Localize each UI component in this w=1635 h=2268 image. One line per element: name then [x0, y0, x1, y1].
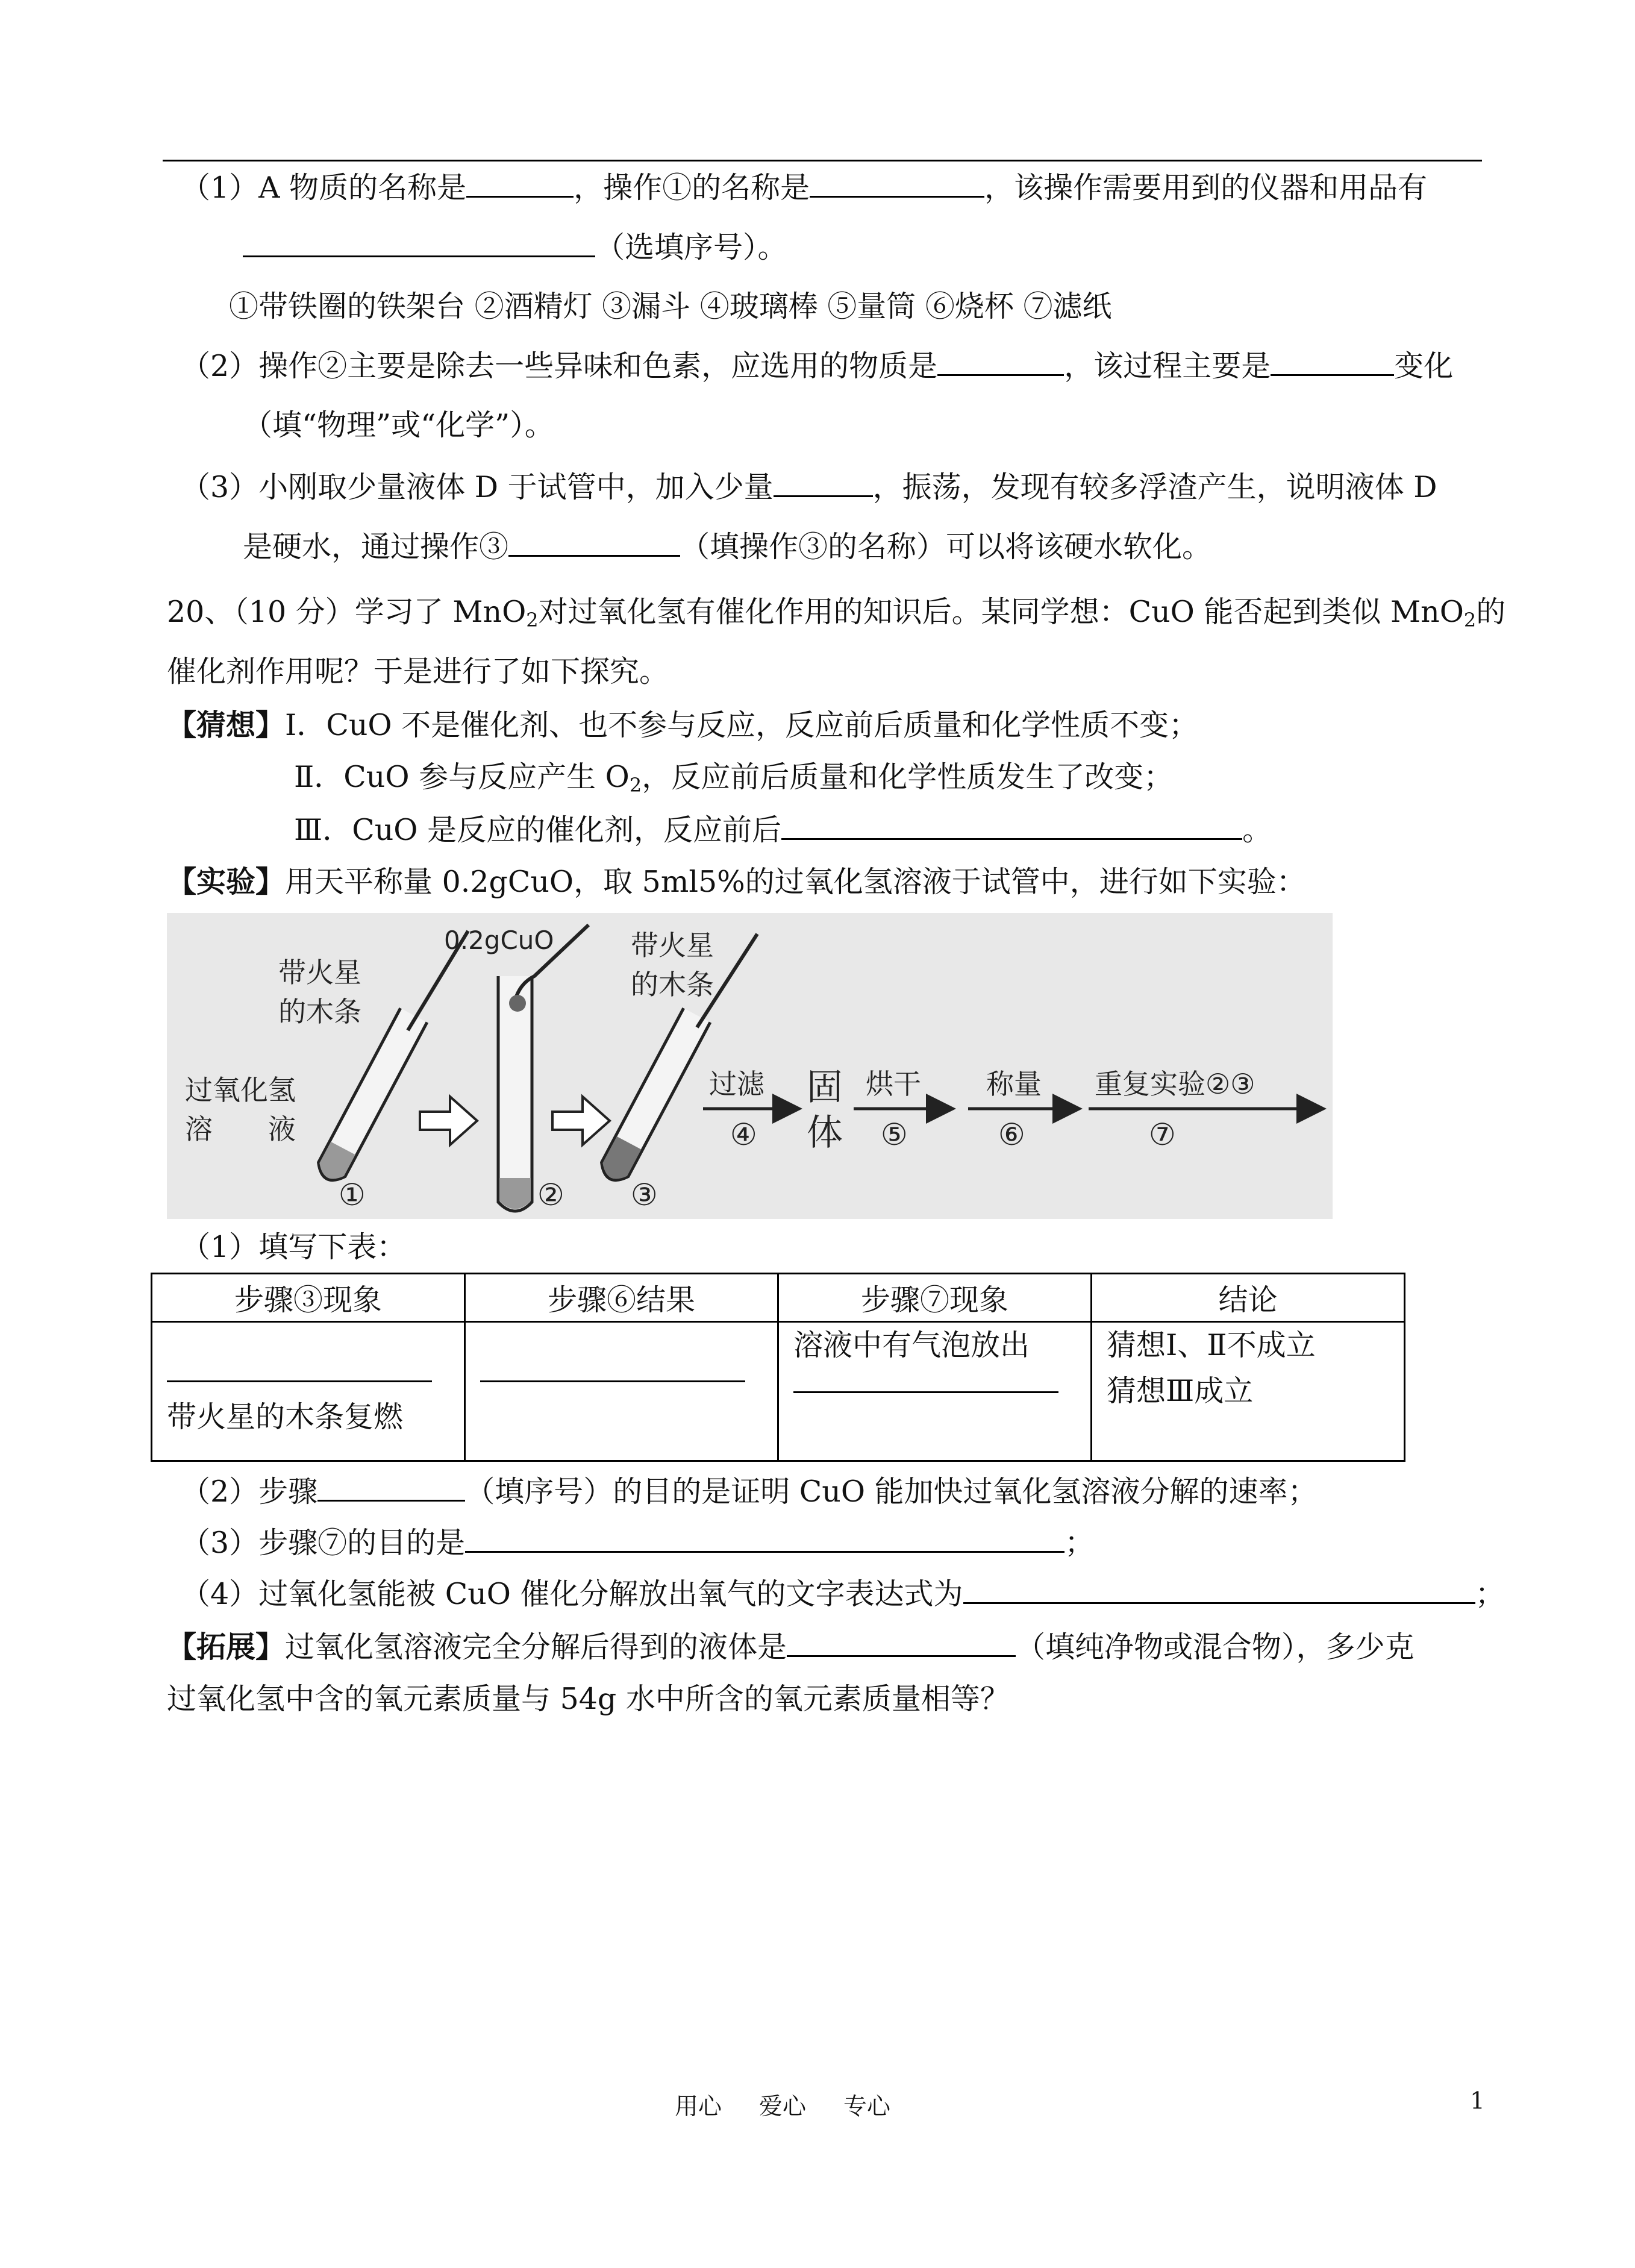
q20-sub2: [181, 1473, 1318, 1510]
experiment-label: 【实验】: [167, 864, 286, 899]
guess-2-text-b: ，反应前后质量和化学性质发生了改变；: [642, 760, 1174, 794]
answer-blank-step7[interactable]: [793, 1367, 1058, 1393]
answer-blank-word-equation[interactable]: [963, 1576, 1475, 1604]
q20-extension-line2: 过氧化氢中含的氧元素质量与 54g 水中所含的氧元素质量相等？: [167, 1682, 1010, 1716]
tube-1-number: ①: [339, 1177, 366, 1212]
guess-3-text-b: 。: [1242, 813, 1272, 847]
label-glowing-splint-2b: 的木条: [631, 968, 714, 1001]
step7-repeat-label: 重复实验②③: [1095, 1068, 1255, 1100]
cuo-powder: [509, 995, 526, 1012]
q19-p2-text-b: ，该过程主要是: [1064, 349, 1271, 383]
page-number: 1: [1470, 2088, 1485, 2115]
experiment-figure: [167, 913, 1333, 1219]
label-h2o2-b: 溶 液: [185, 1113, 296, 1145]
answer-blank-step-number[interactable]: [317, 1473, 465, 1502]
label-h2o2-a: 过氧化氢: [185, 1074, 296, 1106]
subscript-2: 2: [526, 609, 539, 631]
table-header: 步骤⑥结果: [465, 1274, 778, 1322]
answer-blank-op1-name[interactable]: [810, 169, 984, 198]
q19-p3-text-a: （3）小刚取少量液体 D 于试管中，加入少量: [181, 470, 774, 504]
q20-guess-1: [167, 707, 1198, 744]
answer-blank-guess3[interactable]: [781, 812, 1242, 840]
step5-number: ⑤: [881, 1117, 908, 1152]
q20-experiment: [167, 863, 1306, 900]
step6-weigh-label: 称量: [986, 1068, 1042, 1100]
q19-p3-text-c: 是硬水，通过操作③: [243, 530, 509, 564]
step4-number: ④: [730, 1117, 757, 1152]
q19-part1-line1: [181, 169, 1427, 206]
q20-intro-text-b: 对过氧化氢有催化作用的知识后。某同学想：CuO 能否起到类似 MnO: [538, 595, 1464, 629]
step7-phenomenon-text: 溶液中有气泡放出: [793, 1328, 1030, 1362]
q4-text-b: ；: [1475, 1577, 1505, 1611]
tube-2-number: ②: [537, 1177, 564, 1212]
footer-word-1: 用心: [675, 2093, 722, 2120]
answer-blank-change-type[interactable]: [1271, 348, 1394, 376]
step7-number: ⑦: [1149, 1117, 1176, 1152]
step5-dry-label: 烘干: [866, 1068, 921, 1100]
footer-word-2: 爱心: [759, 2093, 807, 2120]
footer-word-3: 专心: [843, 2093, 891, 2120]
q19-p3-text-b: ，振荡，发现有较多浮渣产生，说明液体 D: [872, 470, 1437, 504]
answer-blank-instruments[interactable]: [243, 229, 595, 257]
q2-text-b: （填序号）的目的是证明 CuO 能加快过氧化氢溶液分解的速率；: [465, 1474, 1318, 1509]
answer-blank-step7-purpose[interactable]: [465, 1524, 1064, 1553]
extension-text-a: 过氧化氢溶液完全分解后得到的液体是: [285, 1630, 787, 1664]
q19-p2-text-c: 变化: [1394, 349, 1454, 383]
guess-1-text: Ⅰ．CuO 不是催化剂、也不参与反应，反应前后质量和化学性质不变；: [285, 708, 1199, 742]
label-glowing-splint-1a: 带火星: [278, 956, 361, 989]
q20-intro-line1: [167, 594, 1505, 638]
subscript-2: 2: [1463, 609, 1477, 631]
answer-blank-step6[interactable]: [480, 1356, 745, 1382]
q19-p1-text-c: ，该操作需要用到的仪器和用品有: [984, 171, 1428, 205]
q19-options: ①带铁圈的铁架台 ②酒精灯 ③漏斗 ④玻璃棒 ⑤量筒 ⑥烧杯 ⑦滤纸: [229, 289, 1112, 324]
guess-2-text-a: Ⅱ．CuO 参与反应产生 O: [294, 760, 630, 794]
table-cell-step6: [465, 1322, 778, 1461]
table-header-row: [152, 1274, 1405, 1322]
extension-text-b: （填纯净物或混合物），多少克: [1016, 1630, 1415, 1664]
answer-blank-op3-name[interactable]: [508, 528, 680, 557]
q20-guess-2: [294, 759, 1173, 803]
q20-extension-line1: [167, 1629, 1415, 1665]
conclusion-line1: 猜想Ⅰ、Ⅱ不成立: [1107, 1328, 1316, 1362]
q19-p1-text-a: （1）A 物质的名称是: [181, 171, 467, 205]
q19-p1-text-d: （选填序号）。: [595, 230, 787, 265]
guess-3-text-a: Ⅲ．CuO 是反应的催化剂，反应前后: [294, 813, 782, 847]
test-tube-2: [498, 976, 532, 1211]
table-cell-conclusion: [1092, 1322, 1405, 1461]
q20-sub3: [181, 1524, 1094, 1561]
table-intro: （1）填写下表：: [181, 1230, 407, 1264]
tube-3-number: ③: [631, 1177, 658, 1212]
q3-text-a: （3）步骤⑦的目的是: [181, 1526, 466, 1560]
q4-text-a: （4）过氧化氢能被 CuO 催化分解放出氧气的文字表达式为: [181, 1577, 963, 1611]
answer-blank-liquid-type[interactable]: [787, 1629, 1016, 1657]
q19-part1-line2: [243, 229, 787, 266]
tube-2-liquid: [499, 1178, 531, 1209]
table-header: 步骤⑦现象: [778, 1274, 1092, 1322]
label-glowing-splint-2a: 带火星: [631, 929, 714, 962]
q19-p3-text-d: （填操作③的名称）可以将该硬水软化。: [680, 530, 1212, 564]
q19-part2-line2: （填“物理”或“化学”）。: [243, 408, 554, 442]
table-header: 结论: [1092, 1274, 1405, 1322]
label-cuo-mass: 0.2gCuO: [444, 926, 554, 955]
q20-intro-text-a: 20、（10 分）学习了 MnO: [167, 595, 527, 629]
guess-label: 【猜想】: [167, 707, 286, 742]
conclusion-line2: 猜想Ⅲ成立: [1107, 1374, 1254, 1408]
q20-intro-line2: 催化剂作用呢？于是进行了如下探究。: [167, 654, 669, 689]
q19-part3-line2: [243, 528, 1211, 565]
q19-part3-line1: [181, 469, 1437, 506]
answer-blank-a-name[interactable]: [466, 169, 574, 198]
page-footer: [675, 2088, 928, 2122]
q2-text-a: （2）步骤: [181, 1474, 318, 1509]
q3-text-b: ；: [1064, 1526, 1095, 1560]
table-header: 步骤③现象: [152, 1274, 465, 1322]
extension-label: 【拓展】: [167, 1629, 286, 1664]
q19-part2-line1: [181, 348, 1453, 384]
answer-blank-adsorbent[interactable]: [937, 348, 1064, 376]
table-cell-step3: [152, 1322, 465, 1461]
answer-blank-step3[interactable]: [167, 1356, 432, 1382]
table-cell-step7: [778, 1322, 1092, 1461]
experiment-text: 用天平称量 0.2gCuO，取 5ml5%的过氧化氢溶液于试管中，进行如下实验：: [285, 865, 1306, 899]
subscript-2: 2: [629, 774, 642, 797]
answer-blank-reagent[interactable]: [774, 469, 873, 497]
q19-p1-text-b: ，操作①的名称是: [574, 171, 810, 205]
q20-sub4: [181, 1576, 1505, 1612]
q20-intro-text-c: 的: [1476, 595, 1506, 629]
solid-label-a: 固: [807, 1067, 843, 1109]
table-row: [152, 1322, 1405, 1461]
q19-p2-text-a: （2）操作②主要是除去一些异味和色素，应选用的物质是: [181, 349, 938, 383]
solid-label-b: 体: [807, 1112, 843, 1154]
q20-guess-3: [294, 812, 1272, 848]
label-glowing-splint-1b: 的木条: [278, 995, 361, 1028]
step6-number: ⑥: [998, 1117, 1025, 1152]
step3-phenomenon-text: 带火星的木条复燃: [167, 1400, 404, 1434]
header-rule: [163, 160, 1482, 161]
results-table: [151, 1273, 1405, 1462]
step4-filter-label: 过滤: [709, 1068, 764, 1100]
